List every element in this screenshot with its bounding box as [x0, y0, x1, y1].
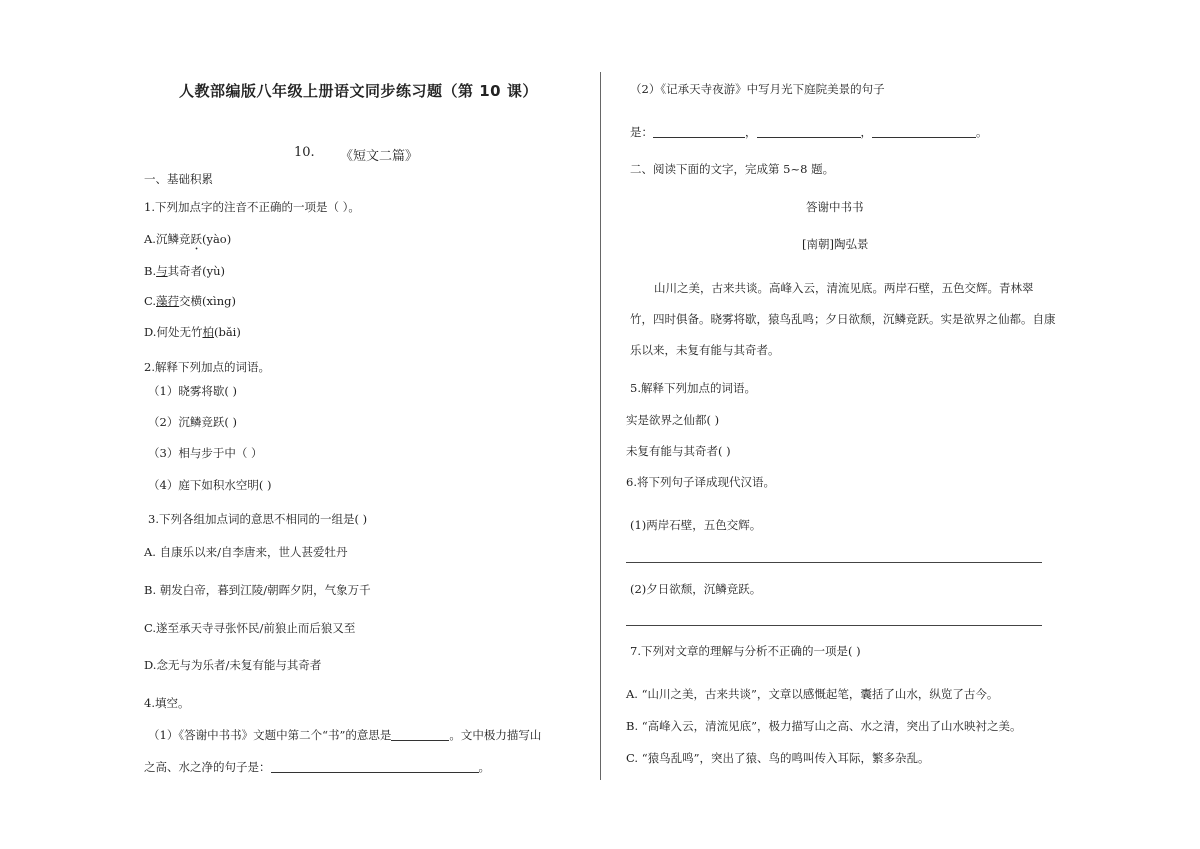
answer-line[interactable]: [626, 562, 1042, 563]
question-3-option-b: B. 朝发白帝，暮到江陵/朝晖夕阴，气象万千: [144, 583, 371, 597]
question-3-option-c: C.遂至承天寺寻张怀民/前狼止而后狼又至: [144, 621, 356, 635]
question-5-stem: 5.解释下列加点的词语。: [630, 381, 756, 395]
question-2-stem: 2.解释下列加点的词语。: [144, 360, 270, 374]
passage-line: 山川之美，古来共谈。高峰入云，清流见底。两岸石壁，五色交辉。青林翠: [654, 281, 1034, 295]
passage-line: 乐以来，未复有能与其奇者。: [630, 343, 780, 357]
question-3-stem: 3.下列各组加点词的意思不相同的一组是( ): [148, 512, 368, 526]
lesson-number: 10.: [294, 145, 315, 160]
question-2-item: （2）沉鳞竞跃( ): [148, 415, 237, 429]
question-4-part-2: （2）《记承天寺夜游》中写月光下庭院美景的句子: [630, 82, 885, 96]
question-5-item: 实是欲界之仙都( ): [626, 413, 720, 427]
question-6-stem: 6.将下列句子译成现代汉语。: [626, 475, 775, 489]
question-1-option-d: D.何处无竹柏(bǎi): [144, 325, 241, 339]
question-4-stem: 4.填空。: [144, 696, 190, 710]
passage-author: [南朝]陶弘景: [802, 237, 869, 251]
question-1-option-a: A.沉鳞竞跃(yào): [144, 232, 232, 246]
column-divider: [600, 72, 601, 780]
question-6-sentence-2: (2)夕日欲颓，沉鳞竞跃。: [630, 582, 762, 596]
answer-blank[interactable]: [653, 125, 745, 138]
question-4-line-1: （1）《答谢中书书》文题中第二个“书”的意思是 。文中极力描写山: [148, 728, 542, 742]
question-2-item: （4）庭下如积水空明( ): [148, 478, 272, 492]
question-1-stem: 1.下列加点字的注音不正确的一项是（ ）。: [144, 200, 360, 214]
question-7-stem: 7.下列对文章的理解与分析不正确的一项是( ): [630, 644, 861, 658]
question-6-sentence-1: (1)两岸石壁，五色交辉。: [630, 518, 762, 532]
question-7-option-c: C. “猿鸟乱鸣”，突出了猿、鸟的鸣叫传入耳际，繁多杂乱。: [626, 751, 930, 765]
answer-blank[interactable]: [757, 125, 861, 138]
question-3-option-d: D.念无与为乐者/未复有能与其奇者: [144, 658, 322, 672]
question-5-item: 未复有能与其奇者( ): [626, 444, 731, 458]
section-heading-2: 二、阅读下面的文字，完成第 5~8 题。: [630, 162, 835, 176]
question-4-line-2: 之高、水之净的句子是： 。: [144, 760, 490, 774]
page-title: 人教部编版八年级上册语文同步练习题（第 10 课）: [179, 82, 538, 100]
section-heading-1: 一、基础积累: [144, 172, 213, 186]
question-2-item: （3）相与步于中（ ）: [148, 446, 263, 460]
question-7-option-b: B. “高峰入云，清流见底”，极力描写山之高、水之清，突出了山水映衬之美。: [626, 719, 1022, 733]
passage-title: 答谢中书书: [806, 200, 864, 214]
question-2-item: （1）晓雾将歇( ): [148, 384, 237, 398]
question-3-option-a: A. 自康乐以来/自李唐来，世人甚爱牡丹: [144, 545, 348, 559]
answer-blank[interactable]: [872, 125, 976, 138]
answer-line[interactable]: [626, 625, 1042, 626]
passage-line: 竹，四时俱备。晓雾将歇，猿鸟乱鸣；夕日欲颓，沉鳞竞跃。实是欲界之仙都。自康: [630, 312, 1056, 326]
answer-blank[interactable]: [271, 760, 479, 773]
question-7-option-a: A. “山川之美，古来共谈”，文章以感慨起笔，囊括了山水，纵览了古今。: [626, 687, 999, 701]
lesson-name: 《短文二篇》: [340, 149, 419, 164]
question-1-option-c: C.藻荇交横(xìng): [144, 294, 236, 308]
answer-blank[interactable]: [391, 728, 449, 741]
question-1-option-b: B.与其奇者(yù): [144, 264, 225, 278]
question-4-part-2-answer: 是： ， ， 。: [630, 125, 988, 139]
